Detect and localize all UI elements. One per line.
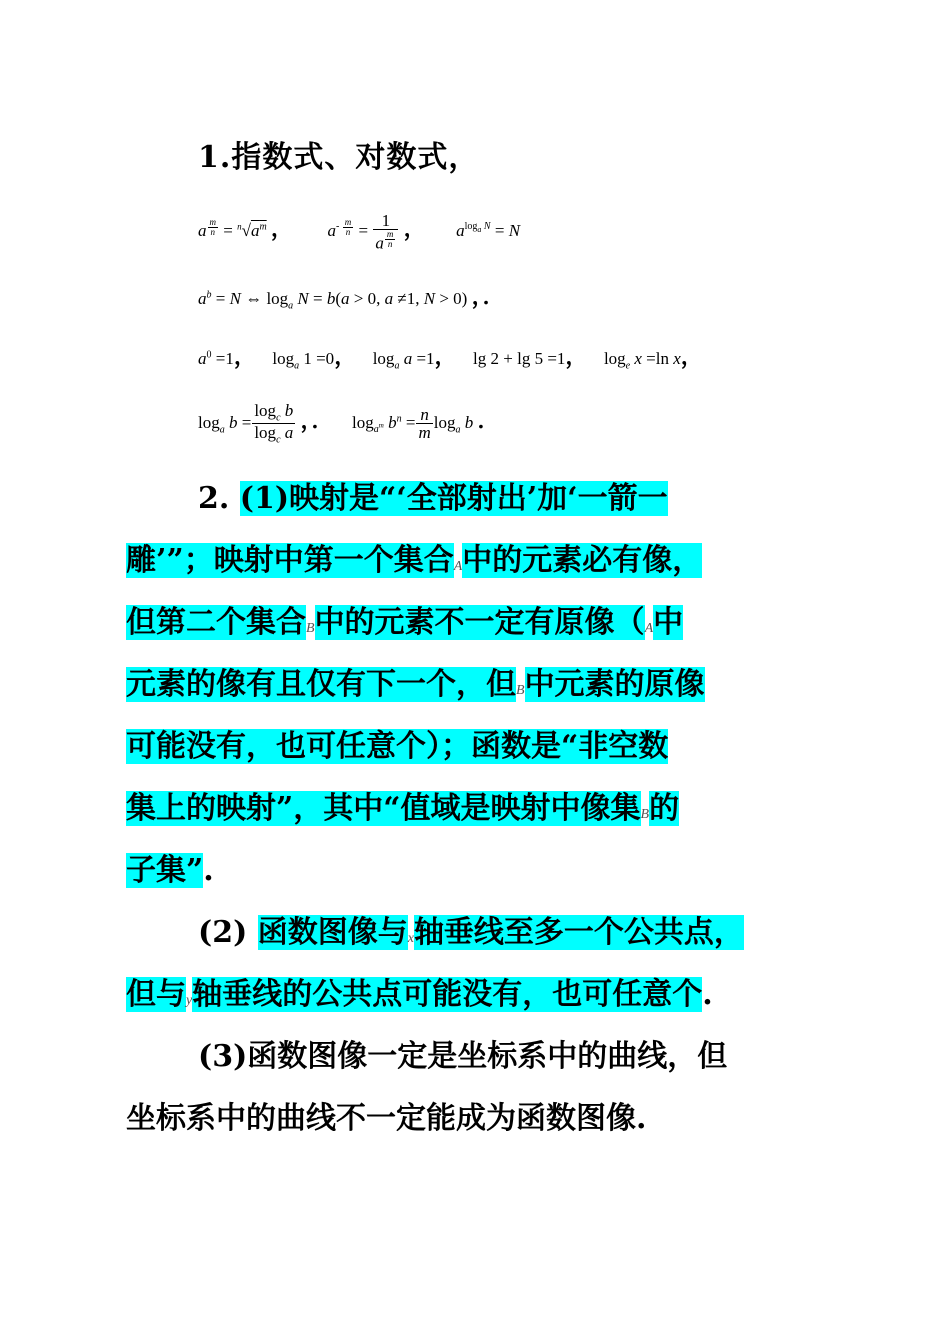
line: 可能没有，也可任意个）；函数是“非空数	[126, 729, 669, 764]
formula-zero-power: $a^0 =1$	[198, 349, 234, 368]
line: (2) 函数图像与x轴垂线至多一个公共点，	[198, 915, 744, 950]
set-variable-A: A	[644, 621, 654, 636]
formula-row-2: $a^b = N$ ⇔ $\log_a N = b(a > 0$, a ≠1, N > 0) ，．	[198, 284, 505, 312]
line: 子集”.	[126, 853, 214, 888]
paragraph-function-graph-lines	[126, 902, 862, 1026]
line: 雕’”；映射中第一个集合A中的元素必有像，	[126, 543, 703, 578]
formula-exp-log-equivalence: $a^b = N$ ⇔ $\log_a N = b(a > 0$, a ≠1, N > 0)	[198, 289, 472, 312]
formula-natural-log: $\log_e x =\ln$ x	[603, 349, 681, 372]
formula-log-one: $\log_a 1 =0$	[272, 349, 335, 372]
formula-log-base: $\log_a a =1$	[372, 349, 435, 372]
line: (3)函数图像一定是坐标系中的曲线，但	[198, 1039, 728, 1074]
line: 元素的像有且仅有下一个，但B中元素的原像	[126, 667, 705, 702]
section-heading-1: 1.指数式、对数式，	[198, 140, 480, 175]
formula-row-1: a $^{\frac{m}{n}}$ = $^n√a^m$ ， $a^{- \frac{m}{n}}$ = 1 a $^{\frac{m}{n}}$ ， $a^{log_a N} = N$	[198, 211, 521, 253]
set-variable-B: B	[640, 807, 650, 822]
formula-change-of-base: $\log_a b$ = $\frac{\log_c b}{\log_c a}$	[198, 401, 294, 446]
set-variable-B: B	[516, 683, 525, 698]
formula-row-3: $a^0 =1$， $\log_a 1 =0$， $\log_a a =1$， lg 2 + lg 5 =1， $\log_e x =\ln$ x，	[198, 344, 703, 372]
paragraph-function-graph-curve	[126, 1026, 862, 1150]
paragraph-mapping-definition	[126, 468, 862, 902]
line: 集上的映射”，其中“值域是映射中像集B的	[126, 791, 680, 826]
line: 坐标系中的曲线不一定能成为函数图像.	[126, 1101, 647, 1136]
line: 2. (1)映射是“‘全部射出’加‘一箭一	[198, 481, 668, 516]
formula-lg-sum: lg 2 + lg 5 =1	[473, 349, 566, 368]
formula-rational-exponent: a $^{\frac{m}{n}}$ = $^n√a^m$	[198, 216, 267, 240]
line: 但与y轴垂线的公共点可能没有，也可任意个.	[126, 977, 713, 1012]
formula-row-4: $\log_a b$ = $\frac{\log_c b}{\log_c a}$ ，． $\log_{a^m} b^n$ = $\frac{n}{m}$ $\log_a b$ ．	[198, 401, 500, 446]
set-variable-B: B	[306, 621, 315, 636]
axis-variable-x: x	[407, 931, 414, 946]
set-variable-A: A	[453, 559, 463, 574]
formula-power-base-log: $\log_{a^m} b^n$ = $\frac{n}{m}$ $\log_a b$	[352, 405, 474, 443]
axis-variable-y: y	[186, 993, 193, 1008]
formula-log-identity: $a^{log_a N} = N$	[456, 221, 521, 240]
line: 但第二个集合B中的元素不一定有原像（A中	[126, 605, 684, 640]
formula-negative-exponent: $a^{- \frac{m}{n}}$ = 1 a $^{\frac{m}{n}}$	[327, 221, 403, 240]
